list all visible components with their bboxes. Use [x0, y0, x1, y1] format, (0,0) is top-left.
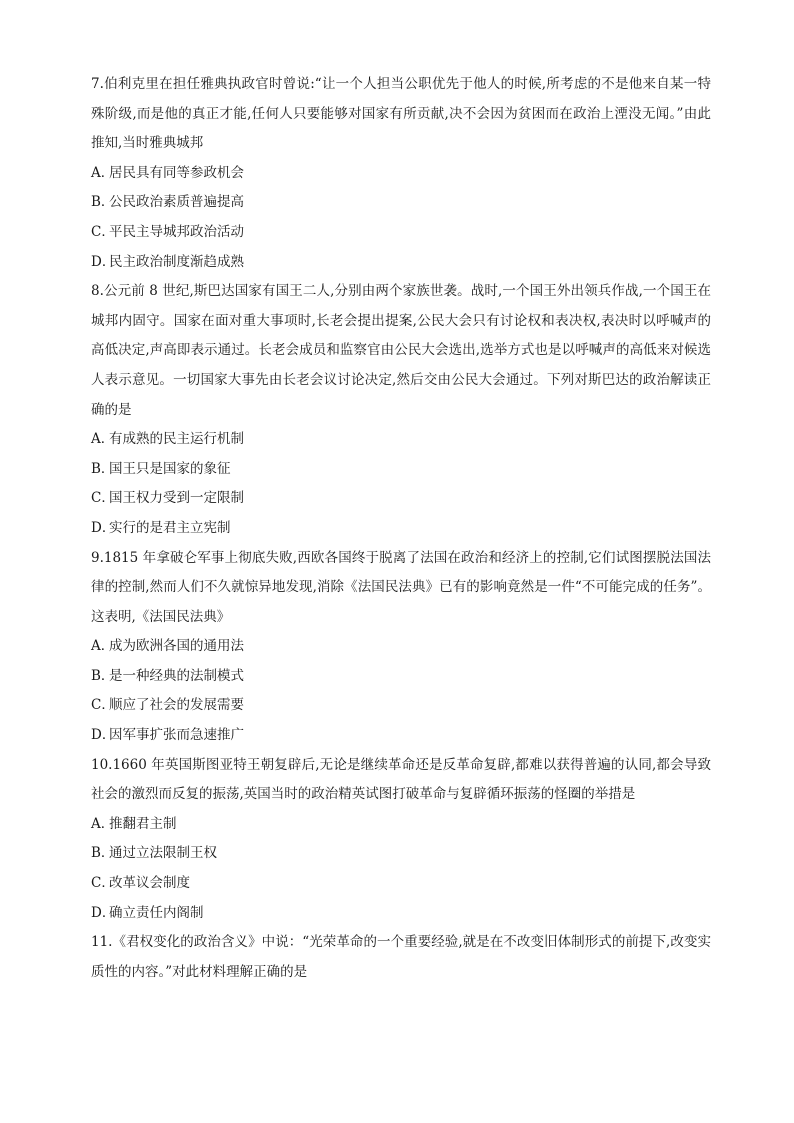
option-d[interactable] [91, 721, 711, 751]
option-text: 实行的是君主立宪制 [109, 519, 231, 536]
question-9 [91, 544, 711, 751]
question-10 [91, 751, 711, 929]
option-letter: B． [91, 194, 115, 211]
option-text: 确立责任内阁制 [109, 904, 204, 921]
option-c[interactable] [91, 218, 711, 248]
option-text: 顺应了社会的发展需要 [109, 697, 244, 714]
option-b[interactable] [91, 839, 711, 869]
option-text: 民主政治制度渐趋成熟 [109, 253, 244, 270]
option-letter: C． [91, 223, 115, 240]
option-text: 国王只是国家的象征 [109, 460, 231, 477]
option-text: 公民政治素质普遍提高 [109, 194, 244, 211]
question-stem: 8.公元前 8 世纪,斯巴达国家有国王二人,分别由两个家族世袭。战时,一个国王外出领兵作战,一个国王在城邦内固守。国家在面对重大事项时,长老会提出提案,公民大会只有讨论权和表决权,表决时以呼喊声的高低决定,声高即表示通过。长老会成员和监察官由公民大会选出,选举方式也是以呼喊声的高低来对候选人表示意见。一切国家大事先由长老会议讨论决定,然后交由公民大会通过。下列对斯巴达的政治解读正确的是 [91, 283, 711, 418]
option-letter: D． [91, 727, 116, 744]
option-a[interactable] [91, 810, 711, 840]
option-text: 国王权力受到一定限制 [109, 490, 244, 507]
option-a[interactable] [91, 159, 711, 189]
option-letter: B． [91, 460, 115, 477]
option-c[interactable] [91, 691, 711, 721]
question-stem: 9.1815 年拿破仑军事上彻底失败,西欧各国终于脱离了法国在政治和经济上的控制,它们试图摆脱法国法律的控制,然而人们不久就惊异地发现,消除《法国民法典》已有的影响竟然是一件“不可能完成的任务”。这表明,《法国民法典》 [91, 549, 711, 625]
question-stem: 11.《君权变化的政治含义》中说：“光荣革命的一个重要经验,就是在不改变旧体制形式的前提下,改变实质性的内容。”对此材料理解正确的是 [91, 934, 711, 980]
option-a[interactable] [91, 632, 711, 662]
option-d[interactable] [91, 514, 711, 544]
option-text: 有成熟的民主运行机制 [109, 431, 244, 448]
option-b[interactable] [91, 188, 711, 218]
question-8 [91, 277, 711, 543]
option-d[interactable] [91, 899, 711, 929]
exam-page [91, 70, 711, 987]
option-text: 居民具有同等参政机会 [109, 164, 244, 181]
option-c[interactable] [91, 869, 711, 899]
option-letter: D． [91, 519, 116, 536]
option-letter: A． [91, 431, 115, 448]
option-text: 成为欧洲各国的通用法 [109, 638, 244, 655]
option-c[interactable] [91, 484, 711, 514]
option-text: 推翻君主制 [109, 815, 177, 832]
option-text: 是一种经典的法制模式 [109, 667, 244, 684]
option-letter: C． [91, 697, 115, 714]
option-letter: C． [91, 490, 115, 507]
question-stem: 7.伯利克里在担任雅典执政官时曾说:“让一个人担当公职优先于他人的时候,所考虑的不是他来自某一特殊阶级,而是他的真正才能,任何人只要能够对国家有所贡献,决不会因为贫困而在政治上湮没无闻。”由此推知,当时雅典城邦 [91, 76, 711, 152]
option-letter: A． [91, 638, 115, 655]
option-letter: B． [91, 845, 115, 862]
question-stem: 10.1660 年英国斯图亚特王朝复辟后,无论是继续革命还是反革命复辟,都难以获得普遍的认同,都会导致社会的激烈而反复的振荡,英国当时的政治精英试图打破革命与复辟循环振荡的怪圈的举措是 [91, 756, 711, 803]
option-b[interactable] [91, 455, 711, 485]
option-a[interactable] [91, 425, 711, 455]
option-b[interactable] [91, 662, 711, 692]
option-text: 通过立法限制王权 [109, 845, 217, 862]
option-text: 因军事扩张而急速推广 [109, 727, 244, 744]
option-letter: A． [91, 164, 115, 181]
option-d[interactable] [91, 248, 711, 278]
option-letter: D． [91, 904, 116, 921]
option-letter: B． [91, 667, 115, 684]
question-7 [91, 70, 711, 277]
option-letter: A． [91, 815, 115, 832]
option-text: 平民主导城邦政治活动 [109, 223, 244, 240]
option-letter: C． [91, 875, 115, 892]
option-text: 改革议会制度 [109, 875, 190, 892]
option-letter: D． [91, 253, 116, 270]
question-11 [91, 928, 711, 987]
